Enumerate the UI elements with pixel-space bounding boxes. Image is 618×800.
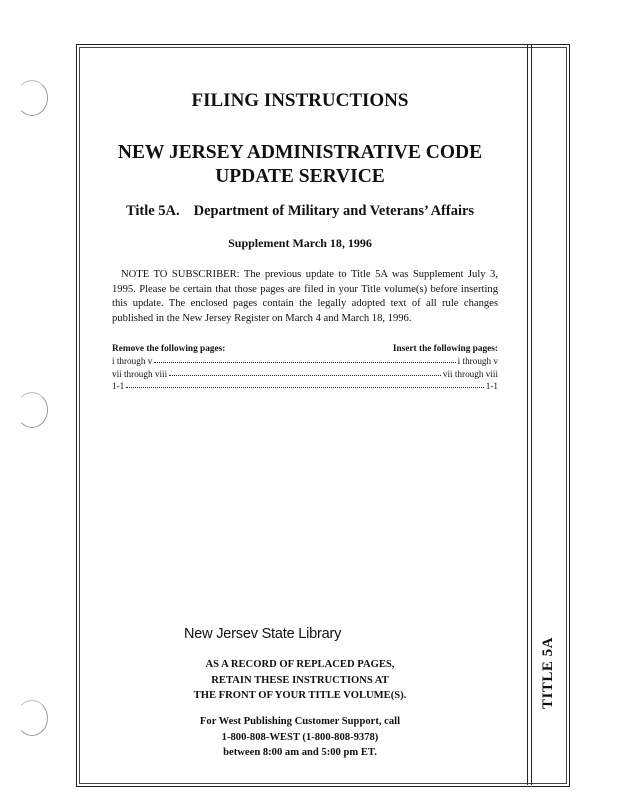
page-list-header xyxy=(112,344,498,354)
punch-hole-bottom xyxy=(16,700,48,736)
punch-hole-top xyxy=(16,80,48,116)
record-line-2: RETAIN THESE INSTRUCTIONS AT xyxy=(211,674,389,686)
page-list-row xyxy=(112,369,498,382)
page-list-row xyxy=(112,356,498,369)
support-line-1: For West Publishing Customer Support, call xyxy=(199,716,401,727)
insert-pages-value: i through v xyxy=(457,356,498,366)
code-title-line-2: UPDATE SERVICE xyxy=(215,166,385,187)
support-phone: 1-800-808-WEST (1-800-808-9378) xyxy=(221,731,379,743)
library-stamp: New Jersev State Library xyxy=(184,626,342,642)
insert-pages-header: Insert the following pages: xyxy=(392,344,498,354)
dot-leader xyxy=(154,361,455,363)
title-tab-label: TITLE 5A xyxy=(539,637,556,709)
record-instructions xyxy=(150,657,450,704)
page-list-row xyxy=(112,381,498,394)
note-text: NOTE TO SUBSCRIBER: The previous update to Title 5A was Supplement July 3, 1995. Please be certain that those pages are filed in your Title volume(s) before inserting this update. The enclosed pages contain the legally adopted text of all rule changes published in the New Jersey Register on March 4 and March 18, 1996. xyxy=(112,269,498,324)
remove-pages-header: Remove the following pages: xyxy=(112,344,226,354)
customer-support-info xyxy=(150,714,450,761)
dot-leader xyxy=(126,386,484,388)
title-name: Department of Military and Veterans’ Affairs xyxy=(193,203,475,219)
supplement-date: Supplement March 18, 1996 xyxy=(228,236,372,250)
remove-pages-value: vii through viii xyxy=(112,368,168,379)
title-line xyxy=(80,203,520,220)
insert-pages-value: vii through viii xyxy=(442,368,498,379)
remove-pages-value: i through v xyxy=(112,356,153,366)
page-replacement-list xyxy=(112,344,498,394)
record-line-3: THE FRONT OF YOUR TITLE VOLUME(S). xyxy=(193,690,407,701)
remove-pages-value: 1-1 xyxy=(112,381,125,391)
note-to-subscriber xyxy=(112,268,498,326)
punch-hole-middle xyxy=(16,392,48,428)
support-hours: between 8:00 am and 5:00 pm ET. xyxy=(223,747,377,758)
title-number: Title 5A. xyxy=(125,203,180,219)
dot-leader xyxy=(169,374,441,376)
code-title xyxy=(80,141,520,189)
insert-pages-value: 1-1 xyxy=(485,381,498,391)
filing-instructions-heading: FILING INSTRUCTIONS xyxy=(191,90,409,111)
record-line-1: AS A RECORD OF REPLACED PAGES, xyxy=(205,659,395,670)
code-title-line-1: NEW JERSEY ADMINISTRATIVE CODE xyxy=(117,142,483,163)
